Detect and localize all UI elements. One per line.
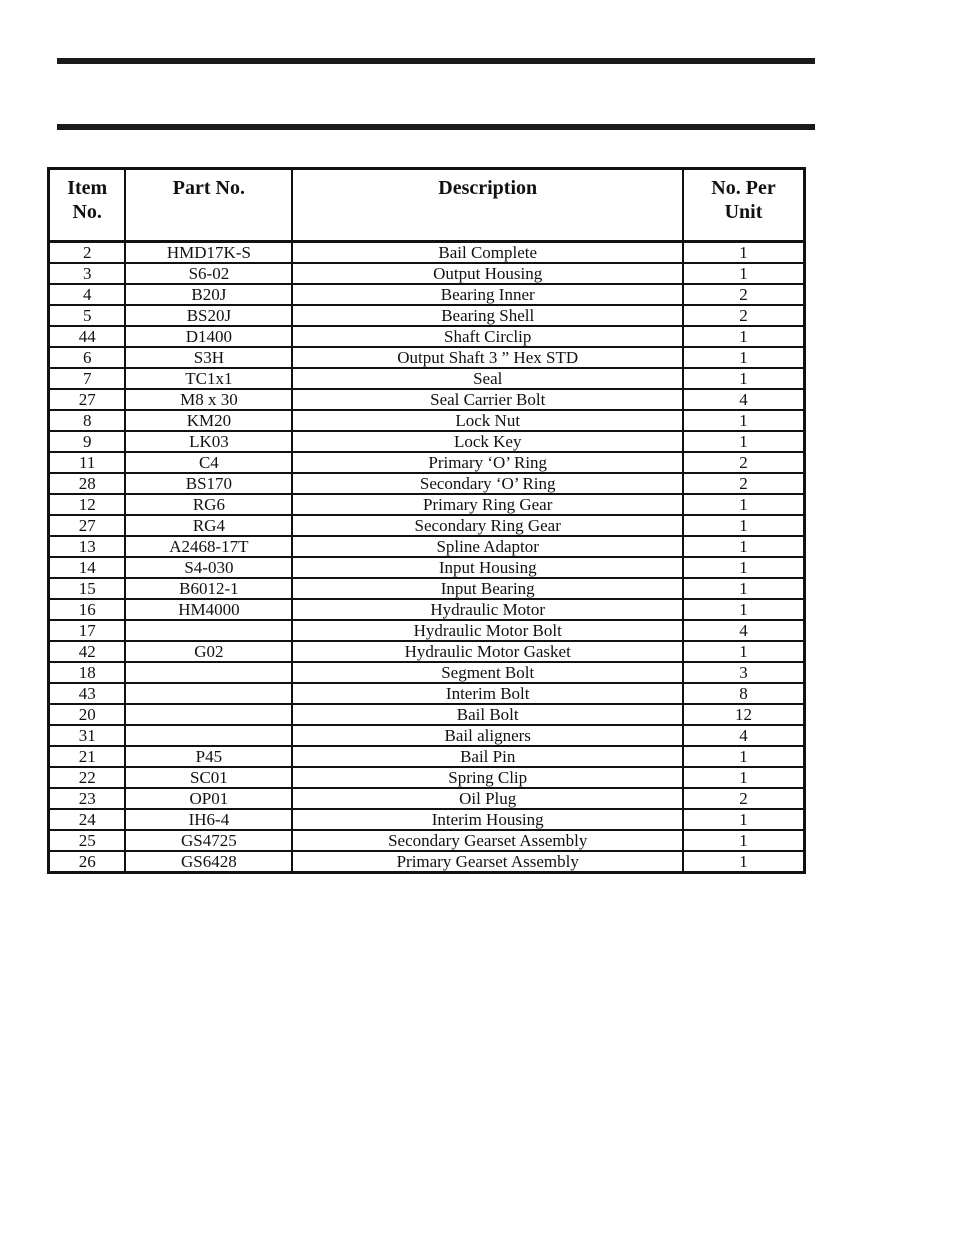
item-no-cell: 17 (49, 620, 126, 641)
table-row (49, 431, 805, 452)
item-no-cell: 4 (49, 284, 126, 305)
description-cell: Spline Adaptor (292, 536, 683, 557)
table-row (49, 389, 805, 410)
table-row (49, 683, 805, 704)
item-no-cell: 31 (49, 725, 126, 746)
description-cell: Bail Pin (292, 746, 683, 767)
part-no-cell: S3H (125, 347, 292, 368)
table-row (49, 620, 805, 641)
description-cell: Hydraulic Motor Bolt (292, 620, 683, 641)
part-no-cell (125, 683, 292, 704)
table-row (49, 557, 805, 578)
description-cell: Hydraulic Motor Gasket (292, 641, 683, 662)
part-no-cell: KM20 (125, 410, 292, 431)
item-no-cell: 6 (49, 347, 126, 368)
part-no-cell: OP01 (125, 788, 292, 809)
qty-cell: 3 (683, 662, 804, 683)
item-no-cell: 9 (49, 431, 126, 452)
qty-cell: 1 (683, 746, 804, 767)
table-row (49, 305, 805, 326)
qty-cell: 1 (683, 557, 804, 578)
part-no-cell: IH6-4 (125, 809, 292, 830)
qty-cell: 1 (683, 368, 804, 389)
part-no-cell (125, 662, 292, 683)
description-cell: Oil Plug (292, 788, 683, 809)
part-no-cell: P45 (125, 746, 292, 767)
description-cell: Interim Bolt (292, 683, 683, 704)
table-row (49, 536, 805, 557)
header-description (292, 169, 683, 242)
table-row (49, 494, 805, 515)
description-cell: Secondary Ring Gear (292, 515, 683, 536)
item-no-cell: 14 (49, 557, 126, 578)
description-cell: Seal (292, 368, 683, 389)
item-no-cell: 44 (49, 326, 126, 347)
table-row (49, 368, 805, 389)
qty-cell: 1 (683, 536, 804, 557)
description-cell: Shaft Circlip (292, 326, 683, 347)
table-row (49, 578, 805, 599)
item-no-cell: 15 (49, 578, 126, 599)
part-no-cell: S4-030 (125, 557, 292, 578)
table-row (49, 641, 805, 662)
table-row (49, 704, 805, 725)
part-no-cell: HM4000 (125, 599, 292, 620)
item-no-cell: 25 (49, 830, 126, 851)
part-no-cell: RG4 (125, 515, 292, 536)
qty-cell: 8 (683, 683, 804, 704)
part-no-cell: LK03 (125, 431, 292, 452)
part-no-cell: S6-02 (125, 263, 292, 284)
description-cell: Output Shaft 3 ” Hex STD (292, 347, 683, 368)
description-cell: Lock Nut (292, 410, 683, 431)
header-part-no-label: Part No. (172, 177, 245, 199)
description-cell: Primary ‘O’ Ring (292, 452, 683, 473)
part-no-cell: D1400 (125, 326, 292, 347)
part-no-cell: BS170 (125, 473, 292, 494)
table-row (49, 788, 805, 809)
header-part-no (125, 169, 292, 242)
description-cell: Secondary Gearset Assembly (292, 830, 683, 851)
table-row (49, 515, 805, 536)
qty-cell: 1 (683, 767, 804, 788)
table-row (49, 809, 805, 830)
qty-cell: 1 (683, 410, 804, 431)
description-cell: Secondary ‘O’ Ring (292, 473, 683, 494)
part-no-cell (125, 725, 292, 746)
item-no-cell: 3 (49, 263, 126, 284)
item-no-cell: 22 (49, 767, 126, 788)
qty-cell: 2 (683, 788, 804, 809)
table-row (49, 746, 805, 767)
description-cell: Interim Housing (292, 809, 683, 830)
item-no-cell: 26 (49, 851, 126, 873)
qty-cell: 1 (683, 599, 804, 620)
table-row (49, 473, 805, 494)
description-cell: Seal Carrier Bolt (292, 389, 683, 410)
qty-cell: 1 (683, 851, 804, 873)
qty-cell: 4 (683, 620, 804, 641)
item-no-cell: 20 (49, 704, 126, 725)
item-no-cell: 7 (49, 368, 126, 389)
table-row (49, 767, 805, 788)
part-no-cell: G02 (125, 641, 292, 662)
description-cell: Primary Ring Gear (292, 494, 683, 515)
table-row (49, 263, 805, 284)
part-no-cell: RG6 (125, 494, 292, 515)
table-row (49, 452, 805, 473)
table-row (49, 830, 805, 851)
qty-cell: 4 (683, 725, 804, 746)
description-cell: Primary Gearset Assembly (292, 851, 683, 873)
parts-table-body (49, 242, 805, 873)
description-cell: Bail Bolt (292, 704, 683, 725)
part-no-cell: BS20J (125, 305, 292, 326)
item-no-cell: 27 (49, 515, 126, 536)
qty-cell: 1 (683, 347, 804, 368)
header-qty-line1: No. Per (711, 177, 776, 199)
header-item-no-line1: Item (67, 177, 108, 199)
qty-cell: 2 (683, 305, 804, 326)
header-description-label: Description (438, 177, 538, 199)
header-item-no-line2: No. (72, 201, 102, 223)
part-no-cell: GS4725 (125, 830, 292, 851)
item-no-cell: 21 (49, 746, 126, 767)
item-no-cell: 28 (49, 473, 126, 494)
part-no-cell: C4 (125, 452, 292, 473)
qty-cell: 1 (683, 641, 804, 662)
qty-cell: 1 (683, 494, 804, 515)
table-row (49, 410, 805, 431)
header-qty-line2: Unit (724, 201, 763, 223)
item-no-cell: 5 (49, 305, 126, 326)
header-item-no (49, 169, 126, 242)
item-no-cell: 43 (49, 683, 126, 704)
qty-cell: 2 (683, 284, 804, 305)
description-cell: Bearing Inner (292, 284, 683, 305)
item-no-cell: 13 (49, 536, 126, 557)
part-no-cell: B6012-1 (125, 578, 292, 599)
part-no-cell: M8 x 30 (125, 389, 292, 410)
table-row (49, 851, 805, 873)
table-row (49, 347, 805, 368)
description-cell: Bail aligners (292, 725, 683, 746)
item-no-cell: 42 (49, 641, 126, 662)
part-no-cell: A2468-17T (125, 536, 292, 557)
part-no-cell: TC1x1 (125, 368, 292, 389)
item-no-cell: 18 (49, 662, 126, 683)
table-row (49, 284, 805, 305)
item-no-cell: 27 (49, 389, 126, 410)
header-row (49, 169, 805, 242)
item-no-cell: 16 (49, 599, 126, 620)
part-no-cell: B20J (125, 284, 292, 305)
item-no-cell: 24 (49, 809, 126, 830)
qty-cell: 1 (683, 809, 804, 830)
table-row (49, 599, 805, 620)
qty-cell: 4 (683, 389, 804, 410)
part-no-cell: HMD17K-S (125, 242, 292, 264)
qty-cell: 1 (683, 515, 804, 536)
part-no-cell: GS6428 (125, 851, 292, 873)
table-row (49, 242, 805, 264)
part-no-cell: SC01 (125, 767, 292, 788)
description-cell: Spring Clip (292, 767, 683, 788)
table-row (49, 326, 805, 347)
description-cell: Hydraulic Motor (292, 599, 683, 620)
qty-cell: 1 (683, 830, 804, 851)
item-no-cell: 11 (49, 452, 126, 473)
description-cell: Bearing Shell (292, 305, 683, 326)
part-no-cell (125, 704, 292, 725)
item-no-cell: 23 (49, 788, 126, 809)
qty-cell: 12 (683, 704, 804, 725)
description-cell: Input Housing (292, 557, 683, 578)
item-no-cell: 2 (49, 242, 126, 264)
header-qty-per-unit (683, 169, 804, 242)
qty-cell: 1 (683, 263, 804, 284)
description-cell: Input Bearing (292, 578, 683, 599)
description-cell: Output Housing (292, 263, 683, 284)
part-no-cell (125, 620, 292, 641)
qty-cell: 1 (683, 326, 804, 347)
second-horizontal-rule (57, 124, 815, 130)
qty-cell: 1 (683, 242, 804, 264)
item-no-cell: 8 (49, 410, 126, 431)
table-row (49, 725, 805, 746)
qty-cell: 2 (683, 452, 804, 473)
description-cell: Bail Complete (292, 242, 683, 264)
top-horizontal-rule (57, 58, 815, 64)
parts-list-table (47, 167, 806, 874)
qty-cell: 1 (683, 431, 804, 452)
parts-table-header (49, 169, 805, 242)
qty-cell: 2 (683, 473, 804, 494)
description-cell: Lock Key (292, 431, 683, 452)
qty-cell: 1 (683, 578, 804, 599)
item-no-cell: 12 (49, 494, 126, 515)
description-cell: Segment Bolt (292, 662, 683, 683)
table-row (49, 662, 805, 683)
